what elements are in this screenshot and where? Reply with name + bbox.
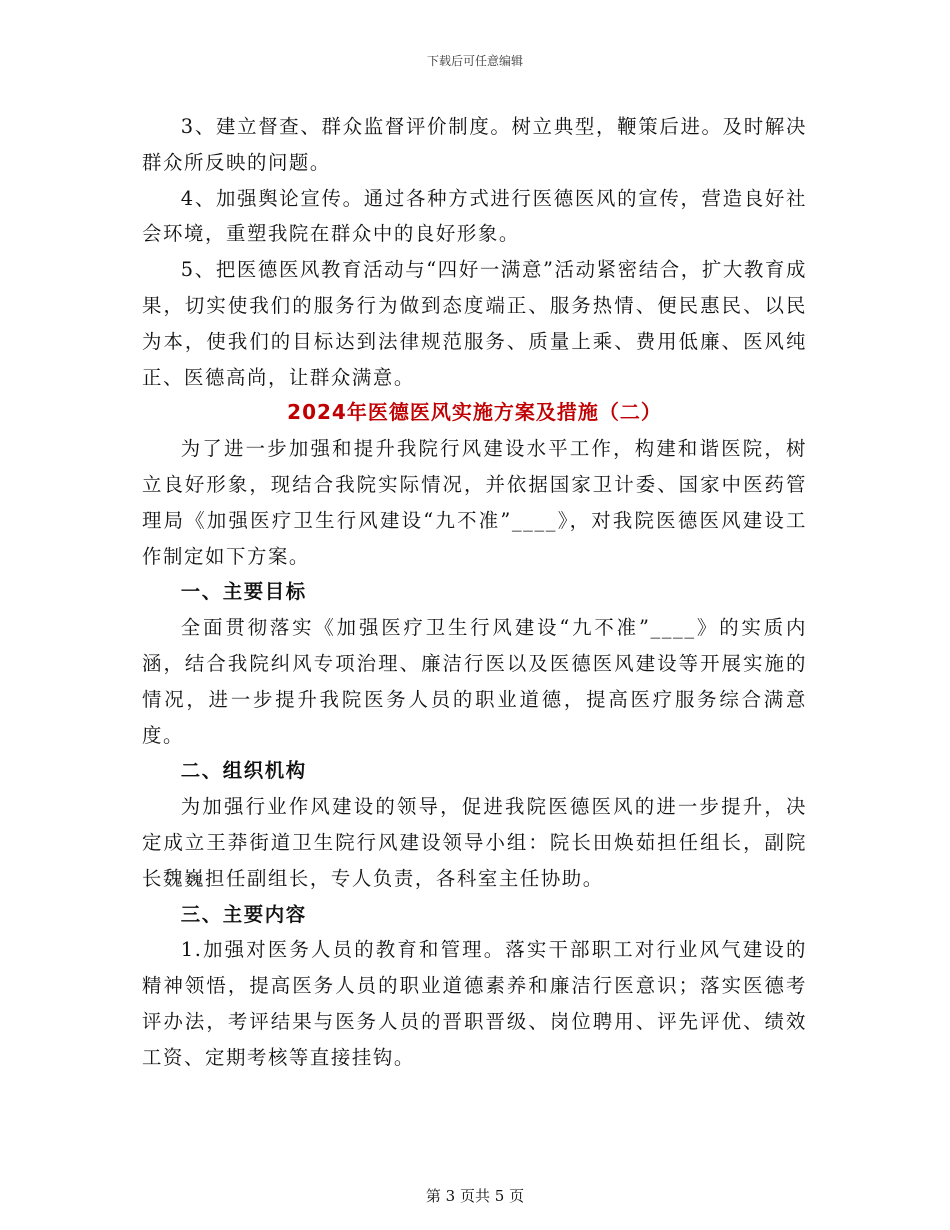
heading-organization: 二、组织机构 — [180, 759, 307, 783]
paragraph-item-5: 5、把医德医风教育活动与“四好一满意”活动紧密结合，扩大教育成果，切实使我们的服务行为做到态度端正、服务热情、便民惠民、以民为本，使我们的目标达到法律规范服务、质量上乘、费用低廉、医风纯正、医德高尚，让群众满意。 — [142, 258, 807, 389]
heading-main-content: 三、主要内容 — [180, 902, 307, 926]
document-body — [142, 109, 807, 1076]
page-header: 下载后可任意编辑 — [426, 54, 523, 68]
section-title: 2024年医德医风实施方案及措施（二） — [287, 400, 662, 425]
paragraph-item-3: 3、建立督查、群众监督评价制度。树立典型，鞭策后进。及时解决群众所反映的问题。 — [142, 115, 807, 174]
page-footer: 第 3 页共 5 页 — [425, 1187, 525, 1205]
intro-paragraph: 为了进一步加强和提升我院行风建设水平工作，构建和谐医院，树立良好形象，现结合我院实际情况，并依据国家卫计委、国家中医药管理局《加强医疗卫生行风建设“九不准”____》，对我院医德医风建设工作制定如下方案。 — [142, 437, 807, 568]
heading-main-goals: 一、主要目标 — [180, 580, 307, 604]
content-item-1: 1.加强对医务人员的教育和管理。落实干部职工对行业风气建设的精神领悟，提高医务人员的职业道德素养和廉洁行医意识；落实医德考评办法，考评结果与医务人员的晋职晋级、岗位聘用、评先评优、绩效工资、定期考核等直接挂钩。 — [142, 938, 807, 1069]
paragraph-item-4: 4、加强舆论宣传。通过各种方式进行医德医风的宣传，营造良好社会环境，重塑我院在群众中的良好形象。 — [142, 186, 807, 246]
organization-paragraph: 为加强行业作风建设的领导，促进我院医德医风的进一步提升，决定成立王莽街道卫生院行风建设领导小组：院长田焕茹担任组长，副院长魏巍担任副组长，专人负责，各科室主任协助。 — [142, 795, 807, 890]
goals-paragraph: 全面贯彻落实《加强医疗卫生行风建设“九不准”____》的实质内涵，结合我院纠风专项治理、廉洁行医以及医德医风建设等开展实施的情况，进一步提升我院医务人员的职业道德，提高医疗服务综合满意度。 — [142, 616, 807, 747]
